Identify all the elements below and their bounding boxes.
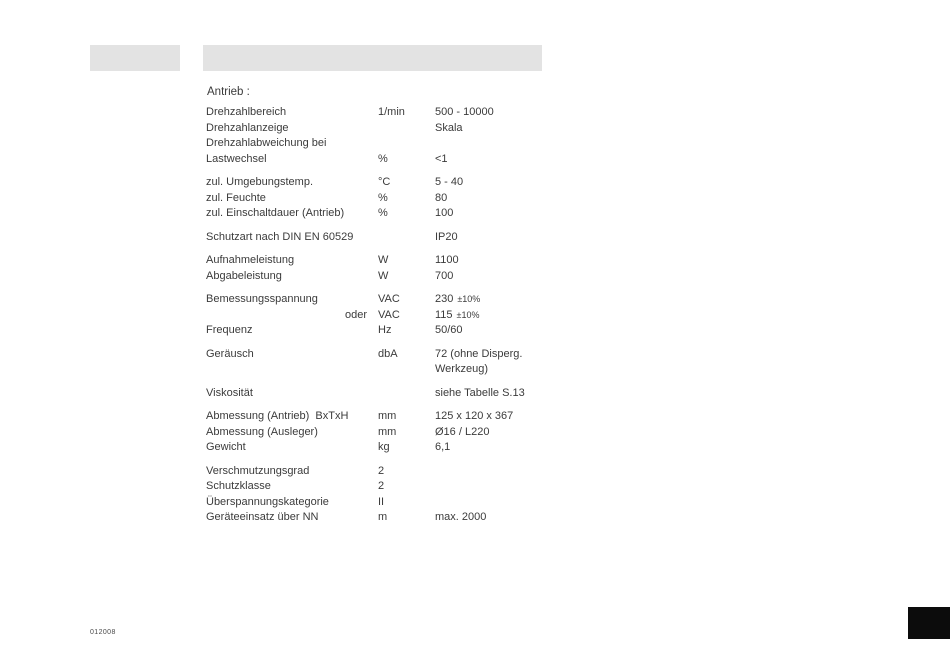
spec-section (206, 175, 556, 222)
spec-row (206, 323, 556, 339)
spec-row (206, 191, 556, 207)
spec-section (206, 230, 556, 246)
spec-unit: mm (378, 410, 397, 422)
spec-row (206, 495, 556, 511)
spec-value: 100 (435, 207, 454, 219)
spec-unit: °C (378, 176, 391, 188)
spec-value: 72 (ohne Disperg. (435, 347, 523, 360)
spec-row (206, 292, 556, 308)
spec-label: Lastwechsel (206, 152, 267, 165)
spec-value: 50/60 (435, 324, 463, 336)
spec-row (206, 253, 556, 269)
spec-row (206, 175, 556, 191)
spec-row (206, 152, 556, 168)
spec-section (206, 386, 556, 402)
spec-row (206, 425, 556, 441)
spec-unit: mm (378, 425, 397, 438)
spec-value: Werkzeug) (435, 363, 488, 375)
spec-unit: m (378, 511, 388, 523)
header-box-left (90, 45, 180, 71)
spec-row (206, 386, 556, 402)
spec-label: Viskosität (206, 386, 253, 399)
spec-unit: W (378, 269, 389, 282)
spec-value: max. 2000 (435, 511, 487, 523)
spec-unit: II (378, 495, 385, 508)
spec-label: zul. Umgebungstemp. (206, 176, 313, 188)
spec-label: Überspannungskategorie (206, 495, 329, 508)
spec-section (206, 409, 556, 456)
spec-value: 500 - 10000 (435, 106, 494, 118)
spec-row (206, 479, 556, 495)
spec-label: Drehzahlbereich (206, 106, 287, 118)
spec-label: Frequenz (206, 324, 253, 336)
spec-label: Drehzahlanzeige (206, 121, 289, 134)
spec-row (206, 269, 556, 285)
spec-label: Schutzart nach DIN EN 60529 (206, 230, 354, 243)
spec-section (206, 464, 556, 526)
spec-value: 1100 (435, 254, 459, 266)
spec-row (206, 206, 556, 222)
spec-row (206, 362, 556, 378)
spec-row (206, 440, 556, 456)
spec-section (206, 292, 556, 339)
spec-label: Verschmutzungsgrad (206, 464, 310, 477)
spec-section (206, 105, 556, 167)
spec-value-tolerance: ±10% (457, 294, 481, 304)
spec-value-tolerance: ±10% (456, 309, 480, 320)
spec-value: Ø16 / L220 (435, 425, 490, 438)
spec-label: Geräteeinsatz über NN (206, 511, 319, 523)
spec-label: zul. Feuchte (206, 191, 266, 204)
spec-value: <1 (435, 152, 448, 165)
spec-row (206, 230, 556, 246)
spec-row (206, 347, 556, 363)
section-title: Antrieb : (207, 86, 250, 98)
spec-section (206, 347, 556, 378)
spec-row (206, 409, 556, 425)
spec-label: oder (344, 308, 367, 321)
spec-unit: VAC (378, 308, 400, 321)
spec-label: Bemessungsspannung (206, 293, 318, 305)
spec-value: 125 x 120 x 367 (435, 410, 514, 422)
spec-row (206, 136, 556, 152)
spec-row (206, 510, 556, 526)
spec-value: 6,1 (435, 441, 451, 453)
spec-unit: % (378, 152, 388, 165)
spec-value: 230 ±10% (435, 293, 481, 305)
spec-label: Aufnahmeleistung (206, 254, 295, 266)
spec-section (206, 253, 556, 284)
header-box-right (203, 45, 542, 71)
spec-unit: Hz (378, 324, 392, 336)
spec-value: 80 (435, 191, 448, 204)
spec-row (206, 121, 556, 137)
spec-value: IP20 (435, 230, 458, 243)
spec-unit: 1/min (378, 106, 405, 118)
spec-value: 5 - 40 (435, 176, 464, 188)
spec-label: Abmessung (Antrieb) BxTxH (206, 410, 349, 422)
spec-row (206, 464, 556, 480)
spec-label: Geräusch (206, 347, 254, 360)
spec-value: siehe Tabelle S.13 (435, 386, 525, 399)
spec-label: Abmessung (Ausleger) (206, 425, 318, 438)
spec-row (206, 105, 556, 121)
footer-code: 012008 (90, 629, 116, 636)
spec-label: zul. Einschaltdauer (Antrieb) (206, 207, 345, 219)
spec-label: Abgabeleistung (206, 269, 282, 282)
spec-unit: 2 (378, 480, 385, 492)
spec-unit: kg (378, 441, 390, 453)
spec-unit: % (378, 207, 388, 219)
spec-row (206, 308, 556, 324)
spec-unit: 2 (378, 464, 385, 477)
spec-unit: dbA (378, 347, 398, 360)
spec-label: Gewicht (206, 441, 246, 453)
spec-value: Skala (435, 121, 463, 134)
spec-value: 700 (435, 269, 454, 282)
page-corner-marker (908, 607, 950, 639)
spec-label: Drehzahlabweichung bei (206, 137, 327, 149)
spec-unit: W (378, 254, 389, 266)
spec-unit: % (378, 191, 388, 204)
spec-table (206, 105, 556, 534)
spec-label: Schutzklasse (206, 480, 271, 492)
spec-unit: VAC (378, 293, 400, 305)
spec-value: 115 ±10% (435, 308, 480, 321)
